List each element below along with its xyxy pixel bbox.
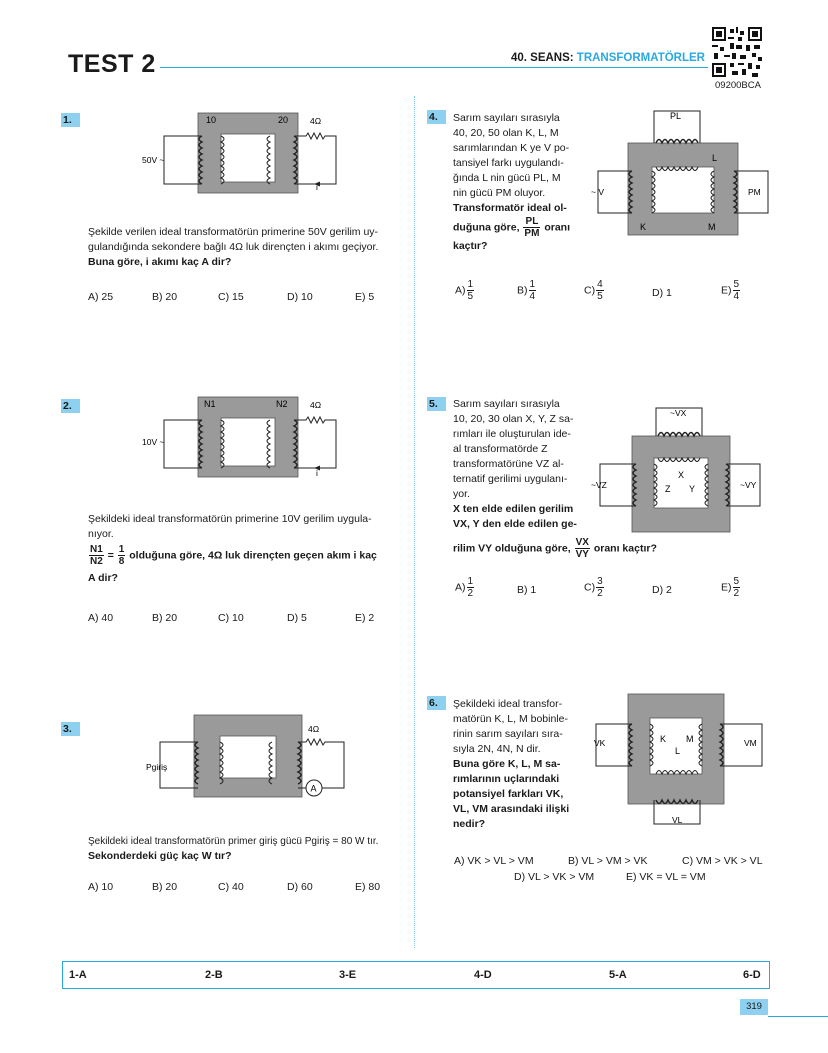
q5-vy-label: ~VY (740, 480, 757, 490)
q6-transformer-diagram (590, 690, 770, 830)
q4-fraction: $\frac{PL}{PM}$ (524, 216, 540, 239)
q1-text-line1: Şekilde verilen ideal transformatörün primerine 50V gerilim uy- (88, 226, 379, 238)
q1-option-b[interactable]: B) 20 (152, 291, 178, 303)
test-title: TEST 2 (68, 50, 156, 78)
q4-k-label: K (640, 222, 647, 232)
question-2-number: 2. (61, 399, 80, 413)
q1-current-label: i (316, 182, 318, 192)
answer-3: 3-E (339, 969, 357, 981)
q2-option-d[interactable]: D) 5 (287, 612, 307, 624)
q2-voltage-label: 10V ~ (142, 437, 165, 447)
q4-option-c[interactable]: C) $\frac{4}{5}$ (584, 279, 603, 302)
q2-text-line1: Şekildeki ideal transformatörün primerine 10V gerilim uygula- (88, 513, 372, 525)
q4-text: Sarım sayıları sırasıyla 40, 20, 50 olan K, L, M sarımlarından K ye V po- tansiyel farkı uygulandı- ğında L nin gücü PL, M nin gücü PM oluyor. Transformatör ideal ol- duğuna göre, $\frac{PL}{PM}$ oranı kaçtır? (453, 112, 571, 252)
q3-option-e[interactable]: E) 80 (355, 881, 381, 893)
question-6-number: 6. (427, 696, 446, 710)
q6-l-label: L (675, 746, 681, 756)
q6-text: Şekildeki ideal transfor- matörün K, L, M bobinle- rinin sarım sayıları sıra- sıyla 2N, 4N, N dir. Buna göre K, L, M sa- rımlarının uçlarındaki potansiyel farkları VK, VL, VM arasındaki ilişki nedir? (453, 698, 570, 830)
q5-text: Sarım sayıları sırasıyla 10, 20, 30 olan X, Y, Z sa- rımları ile oluşturulan ide- al transformatörde Z transformatörüne VZ al- ternatif gerilimi uygulanı- yor. X ten elde edilen gerilim VX, Y den elde edilen ge- (453, 398, 577, 530)
q1-option-d[interactable]: D) 10 (287, 291, 313, 303)
q4-pm-label: PM (748, 187, 761, 197)
question-3-number: 3. (61, 722, 80, 736)
q5-option-d[interactable]: D) 2 (652, 584, 672, 596)
question-1-number: 1. (61, 113, 80, 127)
q3-option-d[interactable]: D) 60 (287, 881, 313, 893)
answer-key (62, 961, 770, 989)
q6-options (414, 855, 828, 889)
q6-vk-label: VK (594, 738, 606, 748)
q1-text (88, 225, 408, 270)
q5-question: rilim VY olduğuna göre, $\frac{VX}{VY}$ oranı kaçtır? (453, 537, 657, 560)
q5-fraction: $\frac{VX}{VY}$ (575, 537, 589, 560)
seans-prefix: 40. SEANS: (510, 52, 577, 64)
q5-option-b[interactable]: B) 1 (517, 584, 537, 596)
q4-option-d[interactable]: D) 1 (652, 287, 672, 299)
q4-v-label: ~ V (591, 187, 604, 197)
q4-option-a[interactable]: A) $\frac{1}{5}$ (455, 279, 474, 302)
qr-code-text: 09200BCA (715, 80, 761, 91)
q2-text-line2: nıyor. (88, 528, 114, 540)
seans-topic: TRANSFORMATÖRLER (576, 52, 705, 64)
q1-text-line2: gulandığında sekondere bağlı 4Ω luk dirençten i akımı geçiyor. (88, 241, 379, 253)
q3-ammeter-label: A (310, 783, 317, 794)
q2-current-label: i (316, 468, 318, 478)
q6-vm-label: VM (744, 738, 757, 748)
q6-k-label: K (660, 734, 667, 744)
q5-y-label: Y (689, 484, 696, 494)
q6-option-a[interactable]: A) VK > VL > VM (454, 855, 534, 867)
q6-option-e[interactable]: E) VK = VL = VM (626, 871, 706, 883)
q5-option-e[interactable]: E) $\frac{5}{2}$ (721, 576, 740, 599)
q1-option-c[interactable]: C) 15 (218, 291, 244, 303)
q5-vz-label: ~VZ (591, 480, 607, 490)
answer-1: 1-A (69, 969, 87, 981)
q1-transformer-diagram (138, 108, 348, 198)
q5-transformer-diagram (590, 402, 770, 537)
question-5-number: 5. (427, 397, 446, 411)
q4-options (414, 279, 828, 309)
q6-option-c[interactable]: C) VM > VK > VL (682, 855, 763, 867)
column-divider (414, 96, 415, 948)
q3-option-c[interactable]: C) 40 (218, 881, 244, 893)
q4-option-e[interactable]: E) $\frac{5}{4}$ (721, 279, 740, 302)
q5-z-label: Z (665, 484, 671, 494)
q2-option-a[interactable]: A) 40 (88, 612, 114, 624)
q2-transformer-diagram (138, 392, 348, 482)
q2-option-b[interactable]: B) 20 (152, 612, 178, 624)
q2-text (88, 512, 408, 586)
q1-option-a[interactable]: A) 25 (88, 291, 114, 303)
q4-pl-label: PL (670, 111, 682, 121)
qr-code[interactable] (712, 27, 762, 77)
q5-option-c[interactable]: C) $\frac{3}{2}$ (584, 576, 603, 599)
q5-vx-label: ~VX (670, 408, 687, 418)
page-number: 319 (740, 999, 768, 1015)
seans-title (511, 52, 705, 64)
q3-resistor-label: 4Ω (308, 724, 320, 734)
q1-n-primary: 10 (206, 115, 217, 125)
page-number-rule (768, 1016, 828, 1017)
q3-p-label: Pgiriş (146, 762, 168, 772)
q3-option-b[interactable]: B) 20 (152, 881, 178, 893)
q2-n-fraction: $\frac{N1}{N2}$ (90, 544, 103, 567)
answer-4: 4-D (474, 969, 492, 981)
q3-transformer-diagram (138, 712, 353, 812)
question-4-number: 4. (427, 110, 446, 124)
q5-x-label: X (678, 470, 685, 480)
q3-text (88, 834, 410, 864)
q6-vl-label: VL (672, 815, 683, 825)
q1-option-e[interactable]: E) 5 (355, 291, 375, 303)
q6-option-b[interactable]: B) VL > VM > VK (568, 855, 648, 867)
q2-resistor-label: 4Ω (310, 400, 322, 410)
q3-text-line1: Şekildeki ideal transformatörün primer giriş gücü Pgiriş = 80 W tır. (88, 836, 379, 847)
q2-question-line2: A dir? (88, 572, 118, 584)
answer-2: 2-B (205, 969, 223, 981)
q6-option-d[interactable]: D) VL > VK > VM (514, 871, 595, 883)
q2-ratio-fraction: $\frac{1}{8}$ (118, 544, 125, 567)
q2-option-c[interactable]: C) 10 (218, 612, 244, 624)
q2-question-line1: $\frac{N1}{N2}$ = $\frac{1}{8}$ olduğuna göre, 4Ω luk dirençten geçen akım i kaç (90, 544, 377, 567)
q2-n-secondary: N2 (276, 399, 288, 409)
q2-n-primary: N1 (204, 399, 216, 409)
q5-option-a[interactable]: A) $\frac{1}{2}$ (455, 576, 474, 599)
q4-m-label: M (708, 222, 716, 232)
q3-option-a[interactable]: A) 10 (88, 881, 114, 893)
q4-l-label: L (712, 153, 718, 163)
q5-options (414, 576, 828, 606)
q4-transformer-diagram (590, 105, 770, 245)
q4-option-b[interactable]: B) $\frac{1}{4}$ (517, 279, 536, 302)
q1-n-secondary: 20 (278, 115, 289, 125)
answer-5: 5-A (609, 969, 627, 981)
q1-voltage-label: 50V ~ (142, 155, 165, 165)
q1-resistor-label: 4Ω (310, 116, 322, 126)
q2-option-e[interactable]: E) 2 (355, 612, 375, 624)
q1-question: Buna göre, i akımı kaç A dir? (88, 256, 232, 268)
header-rule (160, 67, 708, 68)
q3-question: Sekonderdeki güç kaç W tır? (88, 850, 232, 862)
answer-6: 6-D (743, 969, 761, 981)
q6-m-label: M (686, 734, 694, 744)
